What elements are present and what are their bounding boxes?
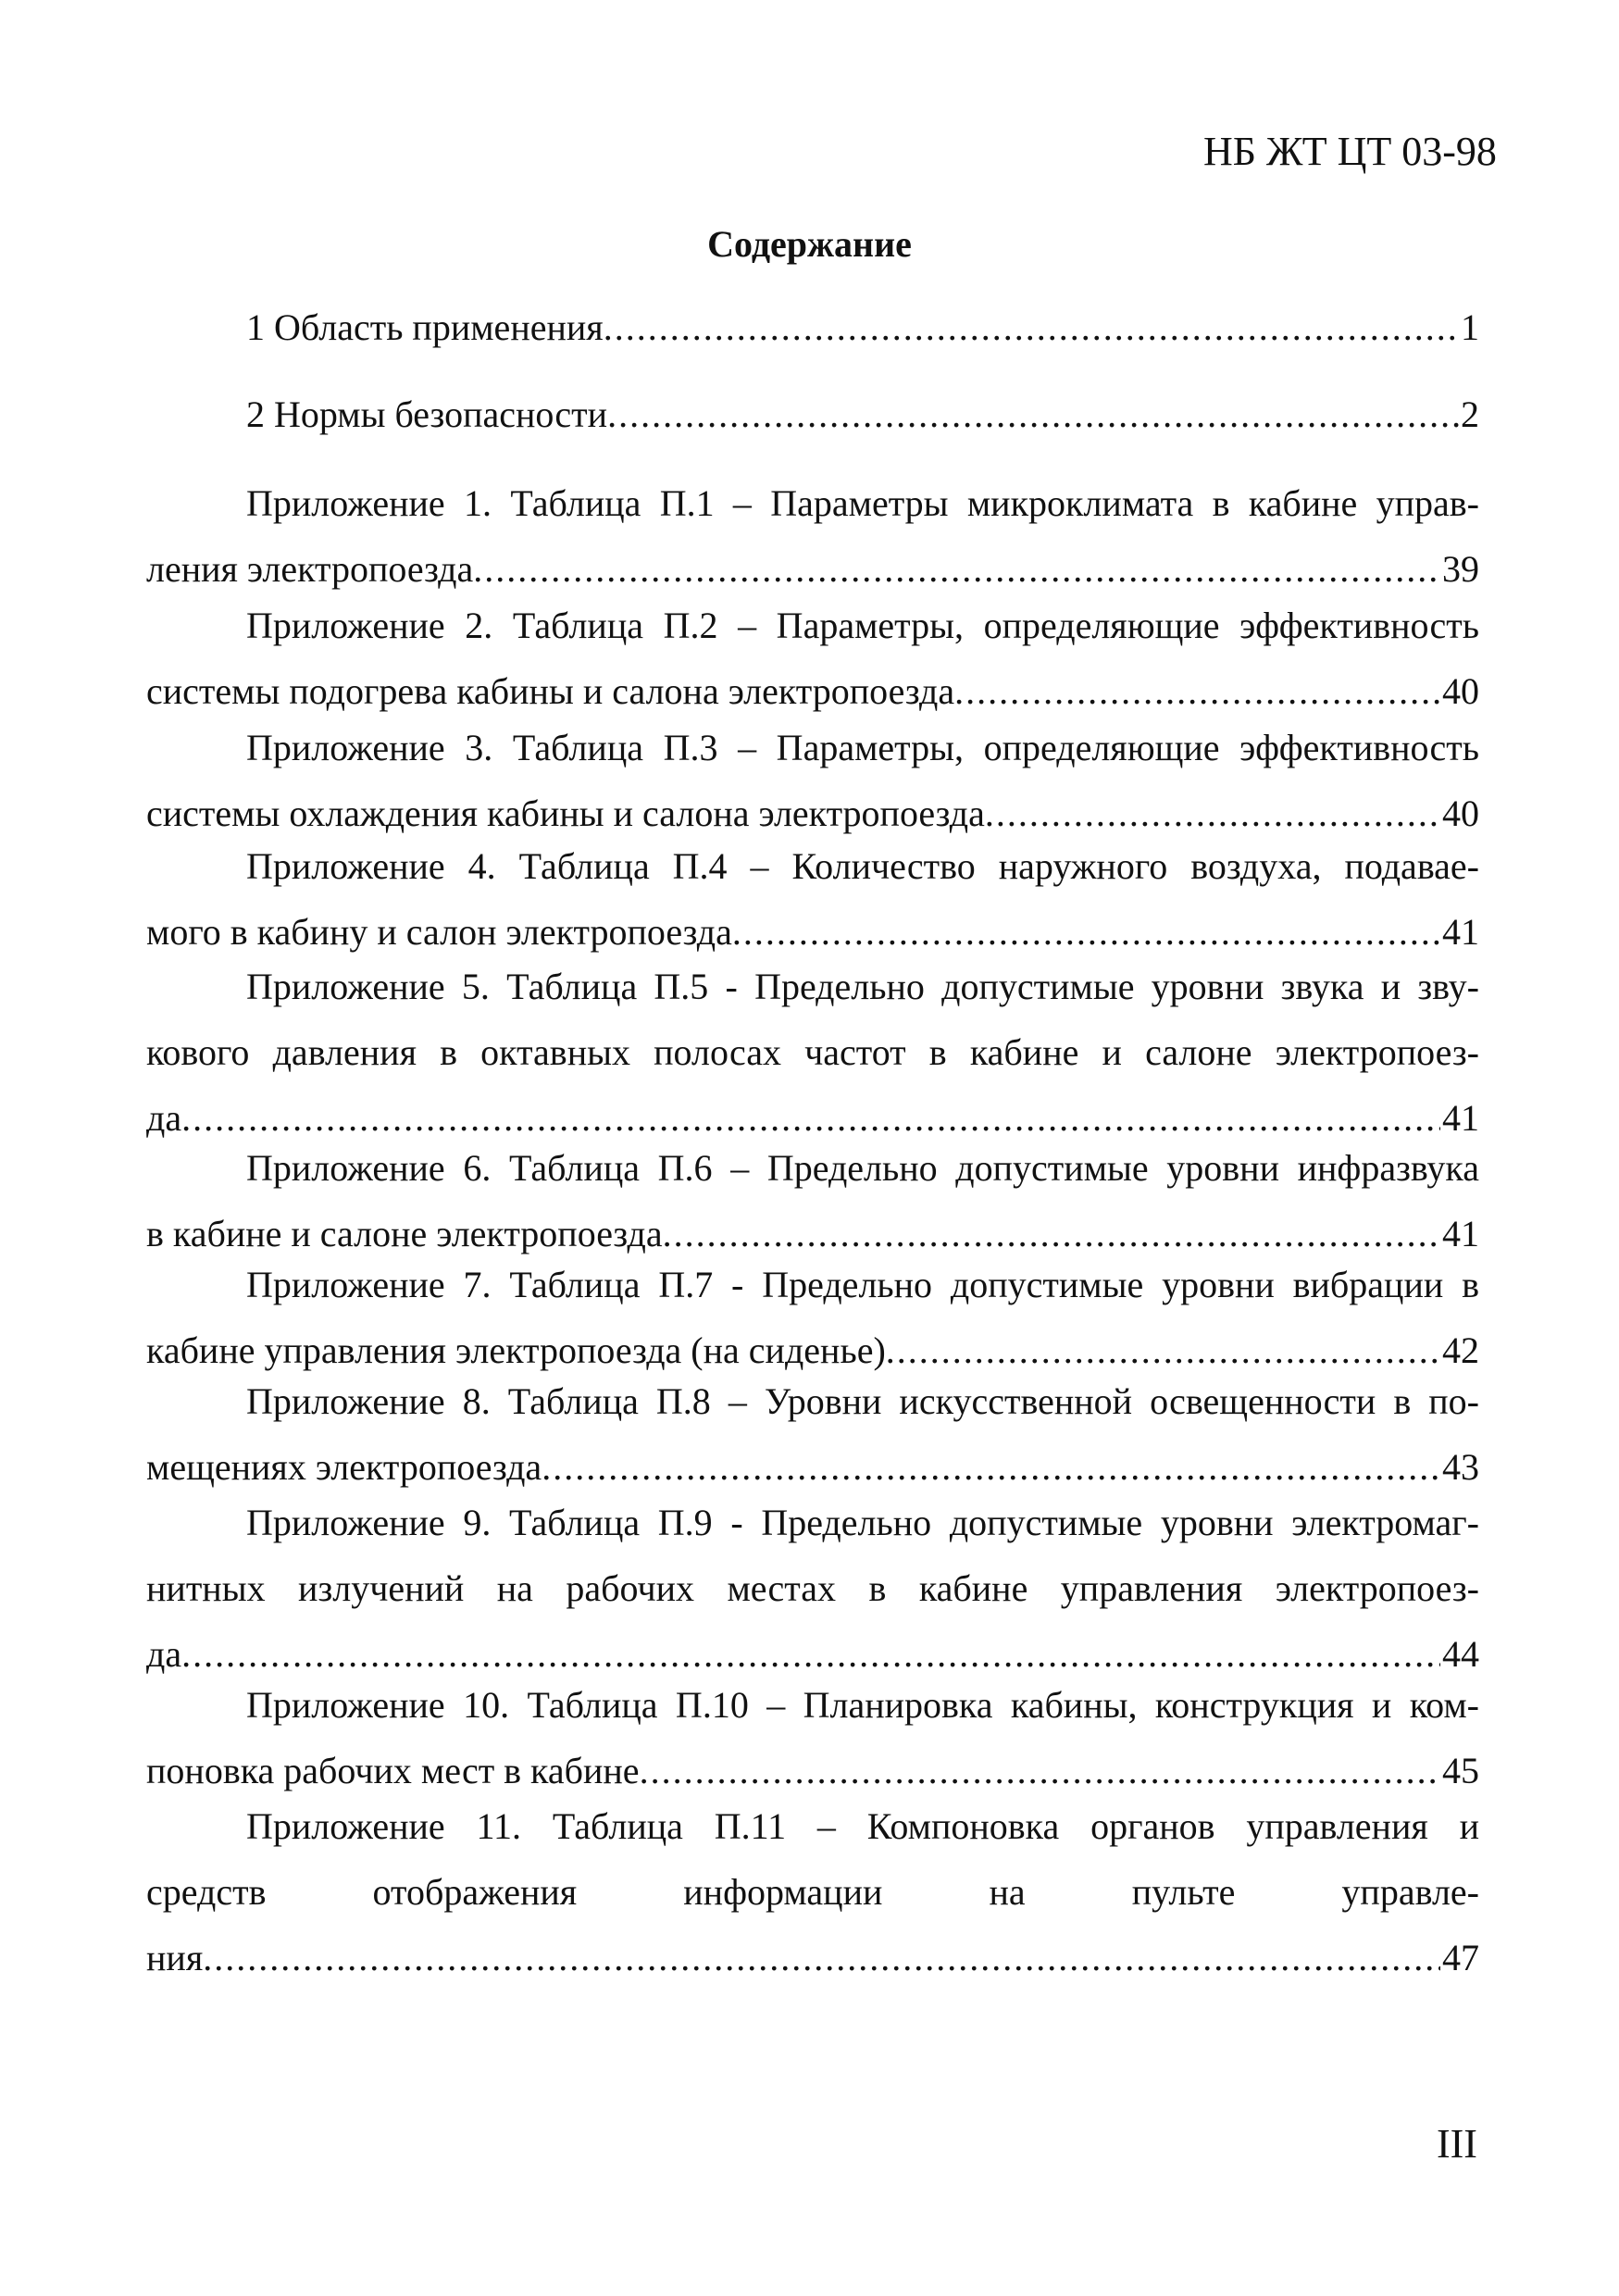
toc-entry-text: 2 Нормы безопасности — [246, 393, 608, 435]
toc-leader-dots — [604, 294, 1459, 360]
toc-entry-last-line — [146, 381, 1479, 447]
toc-entry-line: Приложение 5. Таблица П.5 - Предельно допустимые уровни звука и зву- — [246, 966, 1479, 1007]
toc-page-number: 44 — [1442, 1633, 1479, 1675]
toc-page-number: 1 — [1461, 306, 1479, 348]
toc-leader-dots — [203, 1925, 1440, 1990]
toc-page-number: 39 — [1442, 548, 1479, 590]
document-code: НБ ЖТ ЦТ 03-98 — [1203, 129, 1497, 174]
toc-entry-last-line — [146, 1925, 1479, 1990]
toc-page-number: 41 — [1442, 1213, 1479, 1254]
toc-entry[interactable] — [146, 470, 1479, 602]
toc-entry-text: 1 Область применения — [246, 306, 604, 348]
toc-entry-text: системы подогрева кабины и салона электропоезда — [146, 670, 955, 712]
toc-entry-text: мого в кабину и салон электропоезда — [146, 911, 732, 953]
toc-page-number: 42 — [1442, 1329, 1479, 1371]
toc-entry-line: Приложение 11. Таблица П.11 – Компоновка органов управления и — [246, 1805, 1479, 1847]
toc-entry[interactable] — [146, 381, 1479, 447]
toc-entry[interactable] — [146, 954, 1479, 1151]
toc-page-number: 41 — [1442, 1097, 1479, 1139]
toc-entry-text: да — [146, 1633, 182, 1675]
toc-entry-text: кабине управления электропоезда (на сиденье) — [146, 1329, 886, 1371]
toc-entry-line: Приложение 8. Таблица П.8 – Уровни искусственной освещенности в по- — [246, 1380, 1479, 1422]
toc-entry[interactable] — [146, 1368, 1479, 1500]
toc-entry-line: Приложение 7. Таблица П.7 - Предельно допустимые уровни вибрации в — [246, 1264, 1479, 1305]
toc-entry[interactable] — [146, 1672, 1479, 1803]
toc-entry-text: системы охлаждения кабины и салона электропоезда — [146, 792, 985, 834]
toc-page-number: 45 — [1442, 1750, 1479, 1791]
toc-entry[interactable] — [146, 833, 1479, 965]
toc-entry[interactable] — [146, 1490, 1479, 1687]
toc-entry-line: Приложение 2. Таблица П.2 – Параметры, определяющие эффективность — [246, 605, 1479, 646]
toc-entry[interactable] — [146, 715, 1479, 846]
toc-entry-line: средств отображения информации на пульте управле- — [146, 1871, 1479, 1913]
toc-entry-text: в кабине и салоне электропоезда — [146, 1213, 663, 1254]
toc-page-number: 41 — [1442, 911, 1479, 953]
toc-entry-text: да — [146, 1097, 182, 1139]
toc-leader-dots — [607, 381, 1459, 447]
toc-entry[interactable] — [146, 593, 1479, 724]
toc-entry-text: поновка рабочих мест в кабине — [146, 1750, 640, 1791]
toc-entry[interactable] — [146, 1793, 1479, 1990]
toc-page-number: 43 — [1442, 1446, 1479, 1488]
toc-entry-text: ления электропоезда — [146, 548, 474, 590]
toc-entry-last-line — [146, 294, 1479, 360]
toc-entry-line: Приложение 6. Таблица П.6 – Предельно допустимые уровни инфразвука — [246, 1147, 1479, 1189]
toc-entry-line: Приложение 10. Таблица П.10 – Планировка кабины, конструкция и ком- — [246, 1684, 1479, 1726]
toc-page-number: 2 — [1461, 393, 1479, 435]
toc-entry[interactable] — [146, 1252, 1479, 1383]
toc-entry-line: Приложение 1. Таблица П.1 – Параметры микроклимата в кабине управ- — [246, 482, 1479, 524]
toc-page-number: 47 — [1442, 1937, 1479, 1978]
page-number: III — [1437, 2121, 1477, 2166]
toc-entry[interactable] — [146, 294, 1479, 360]
toc-entry-line: Приложение 4. Таблица П.4 – Количество наружного воздуха, подавае- — [246, 845, 1479, 887]
toc-page-number: 40 — [1442, 670, 1479, 712]
toc-entry-line: Приложение 9. Таблица П.9 - Предельно допустимые уровни электромаг- — [246, 1502, 1479, 1543]
toc-page-number: 40 — [1442, 792, 1479, 834]
toc-entry-line: Приложение 3. Таблица П.3 – Параметры, определяющие эффективность — [246, 727, 1479, 768]
toc-entry-text: ния — [146, 1937, 204, 1978]
toc-entry-text: мещениях электропоезда — [146, 1446, 542, 1488]
toc-title: Содержание — [707, 223, 912, 265]
toc-entry-line: кового давления в октавных полосах частот в кабине и салоне электропоез- — [146, 1031, 1479, 1073]
toc-entry-line: нитных излучений на рабочих местах в кабине управления электропоез- — [146, 1567, 1479, 1609]
toc-entry[interactable] — [146, 1135, 1479, 1267]
